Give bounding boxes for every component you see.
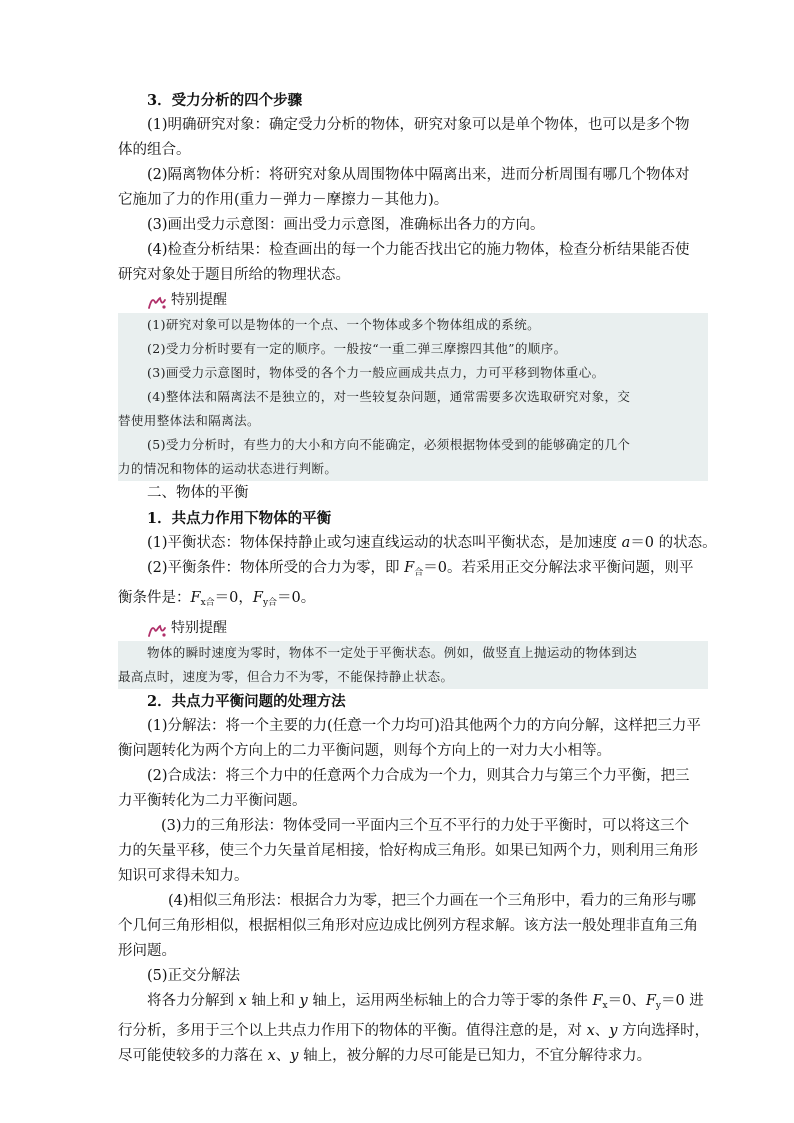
note-line: 物体的瞬时速度为零时，物体不一定处于平衡状态。例如，做竖直上抛运动的物体到达 (147, 645, 638, 660)
paragraph-cont: 形问题。 (118, 943, 176, 959)
paragraph: (1)平衡状态：物体保持静止或匀速直线运动的状态叫平衡状态，是加速度 a＝0 的状态。 (147, 535, 717, 551)
note-line: (5)受力分析时，有些力的大小和方向不能确定，必须根据物体受到的能够确定的几个 (147, 437, 631, 452)
tip-header (118, 616, 708, 641)
note-line: 替使用整体法和隔离法。 (118, 413, 260, 428)
paragraph: 将各力分解到 x 轴上和 y 轴上，运用两坐标轴上的合力等于零的条件 $F_x=0$、$F_y=0$ 进 (147, 993, 704, 1011)
paragraph-cont: 个几何三角形相似，根据相似三角形对应边成比例列方程求解。该方法一般处理非直角三角 (118, 918, 698, 934)
paragraph-cont: 研究对象处于题目所给的物理状态。 (118, 267, 350, 283)
paragraph: (2)合成法：将三个力中的任意两个力合成为一个力，则其合力与第三个力平衡，把三 (147, 768, 690, 784)
note-line: (1)研究对象可以是物体的一个点、一个物体或多个物体组成的系统。 (147, 317, 541, 332)
tip-header (118, 288, 708, 313)
paragraph-cont: 衡条件是：$F_{x合}=0$，$F_{y合}=0$。 (118, 590, 316, 608)
paragraph-cont: 力的矢量平移，使三个力矢量首尾相接，恰好构成三角形。如果已知两个力，则利用三角形 (118, 843, 698, 859)
subsection-heading: 2．共点力平衡问题的处理方法 (147, 693, 346, 710)
paragraph: (3)力的三角形法：物体受同一平面内三个互不平行的力处于平衡时，可以将这三个 (161, 818, 690, 834)
paragraph-cont: 力平衡转化为二力平衡问题。 (118, 793, 307, 809)
paragraph-cont: 行分析，多用于三个以上共点力作用下的物体的平衡。值得注意的是，对 x、y 方向选择时， (118, 1023, 710, 1039)
note-line: (4)整体法和隔离法不是独立的，对一些较复杂问题，通常需要多次选取研究对象，交 (147, 389, 631, 404)
paragraph: (3)画出受力示意图：画出受力示意图，准确标出各力的方向。 (147, 217, 545, 233)
tip-label: 特别提醒 (171, 620, 227, 636)
note-line: (2)受力分析时要有一定的顺序。一般按“一重二弹三摩擦四其他”的顺序。 (147, 341, 567, 356)
document-page (118, 88, 717, 1069)
tip-note-box (118, 641, 708, 689)
note-line: 最高点时，速度为零，但合力不为零，不能保持静止状态。 (118, 669, 454, 684)
paragraph-cont: 尽可能使较多的力落在 x、y 轴上，被分解的力尽可能是已知力，不宜分解待求力。 (118, 1048, 652, 1064)
pen-tip-icon (147, 294, 167, 308)
paragraph: (5)正交分解法 (147, 968, 241, 984)
paragraph-cont: 体的组合。 (118, 142, 191, 158)
paragraph-cont: 知识可求得未知力。 (118, 868, 249, 884)
section-heading-equilibrium: 二、物体的平衡 (147, 485, 249, 501)
tip-label: 特别提醒 (171, 292, 227, 308)
note-line: 力的情况和物体的运动状态进行判断。 (118, 461, 338, 476)
paragraph-cont: 它施加了力的作用(重力－弹力－摩擦力－其他力)。 (118, 192, 449, 208)
section-heading-steps: 3．受力分析的四个步骤 (147, 92, 303, 109)
paragraph: (1)明确研究对象：确定受力分析的物体，研究对象可以是单个物体，也可以是多个物 (147, 117, 690, 133)
subsection-heading: 1．共点力作用下物体的平衡 (147, 510, 332, 527)
paragraph: (2)平衡条件：物体所受的合力为零，即 $F_合=0$。若采用正交分解法求平衡问题，则平 (147, 560, 694, 578)
paragraph: (4)相似三角形法：根据合力为零，把三个力画在一个三角形中，看力的三角形与哪 (168, 893, 697, 909)
paragraph: (2)隔离物体分析：将研究对象从周围物体中隔离出来，进而分析周围有哪几个物体对 (147, 167, 690, 183)
pen-tip-icon (147, 622, 167, 636)
paragraph: (4)检查分析结果：检查画出的每一个力能否找出它的施力物体，检查分析结果能否使 (147, 242, 690, 258)
tip-note-box (118, 313, 708, 481)
paragraph-cont: 衡问题转化为两个方向上的二力平衡问题，则每个方向上的一对力大小相等。 (118, 743, 611, 759)
note-line: (3)画受力示意图时，物体受的各个力一般应画成共点力，力可平移到物体重心。 (147, 365, 605, 380)
paragraph: (1)分解法：将一个主要的力(任意一个力均可)沿其他两个力的方向分解，这样把三力平 (147, 718, 701, 734)
